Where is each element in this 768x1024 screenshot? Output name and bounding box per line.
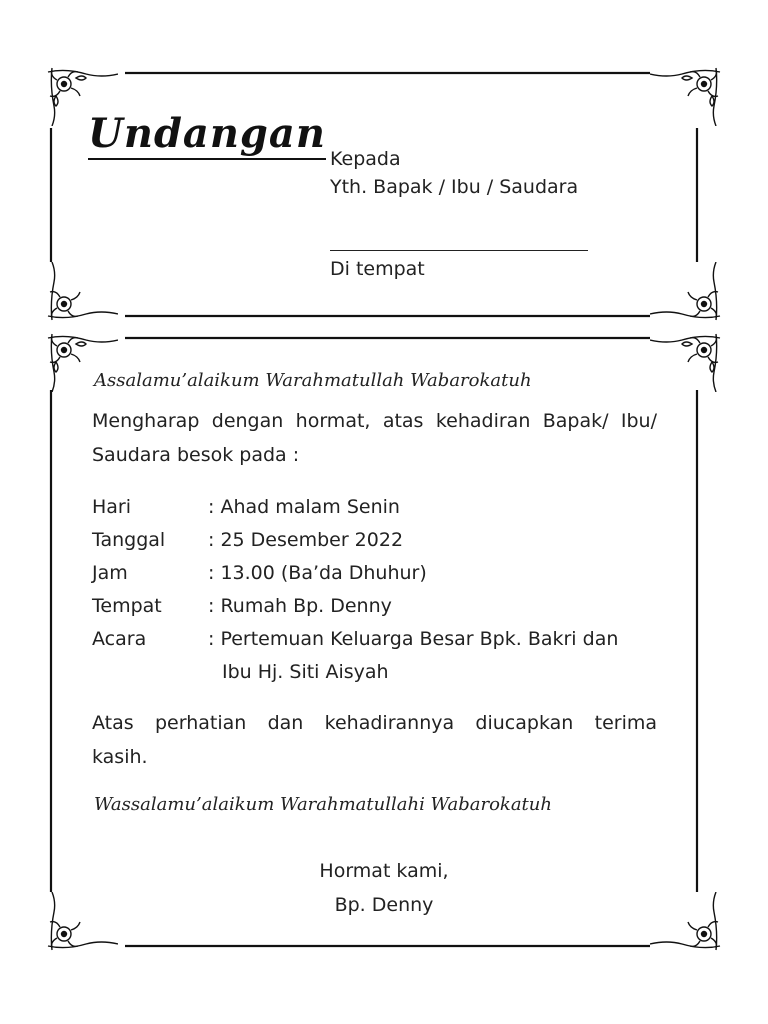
detail-label: Tempat (92, 595, 162, 617)
floral-corner-icon (46, 892, 118, 952)
recipient-name-blank (330, 250, 588, 251)
floral-corner-icon (46, 262, 118, 322)
detail-value: : 13.00 (Ba’da Dhuhur) (208, 562, 427, 584)
detail-value: : Ahad malam Senin (208, 496, 400, 518)
detail-value: : Rumah Bp. Denny (208, 595, 392, 617)
recipient-line: Yth. Bapak / Ibu / Saudara (330, 176, 579, 198)
detail-label: Hari (92, 496, 132, 518)
detail-label: Acara (92, 628, 147, 650)
acara-continuation: Ibu Hj. Siti Aisyah (222, 661, 389, 683)
place-line: Di tempat (330, 258, 425, 280)
thanks-line-2: kasih. (92, 746, 148, 768)
to-label: Kepada (330, 148, 401, 170)
detail-label: Tanggal (92, 529, 166, 551)
signer-name: Bp. Denny (334, 894, 434, 916)
thanks-line-1: Atas perhatian dan kehadirannya diucapkan terima (92, 712, 657, 734)
detail-value: : 25 Desember 2022 (208, 529, 404, 551)
detail-label: Jam (92, 562, 128, 584)
invitation-title: Undangan (88, 112, 326, 160)
intro-line-2: Saudara besok pada : (92, 444, 300, 466)
floral-corner-icon (650, 262, 722, 322)
greeting: Assalamu’alaikum Warahmatullah Wabarokatuh (94, 370, 532, 391)
closing-greeting: Wassalamu’alaikum Warahmatullahi Wabarokatuh (94, 794, 552, 815)
floral-corner-icon (650, 892, 722, 952)
floral-corner-icon (650, 332, 722, 392)
detail-value: : Pertemuan Keluarga Besar Bpk. Bakri dan (208, 628, 619, 650)
regards-line: Hormat kami, (319, 860, 449, 882)
floral-corner-icon (650, 66, 722, 126)
intro-line-1: Mengharap dengan hormat, atas kehadiran Bapak/ Ibu/ (92, 410, 657, 432)
